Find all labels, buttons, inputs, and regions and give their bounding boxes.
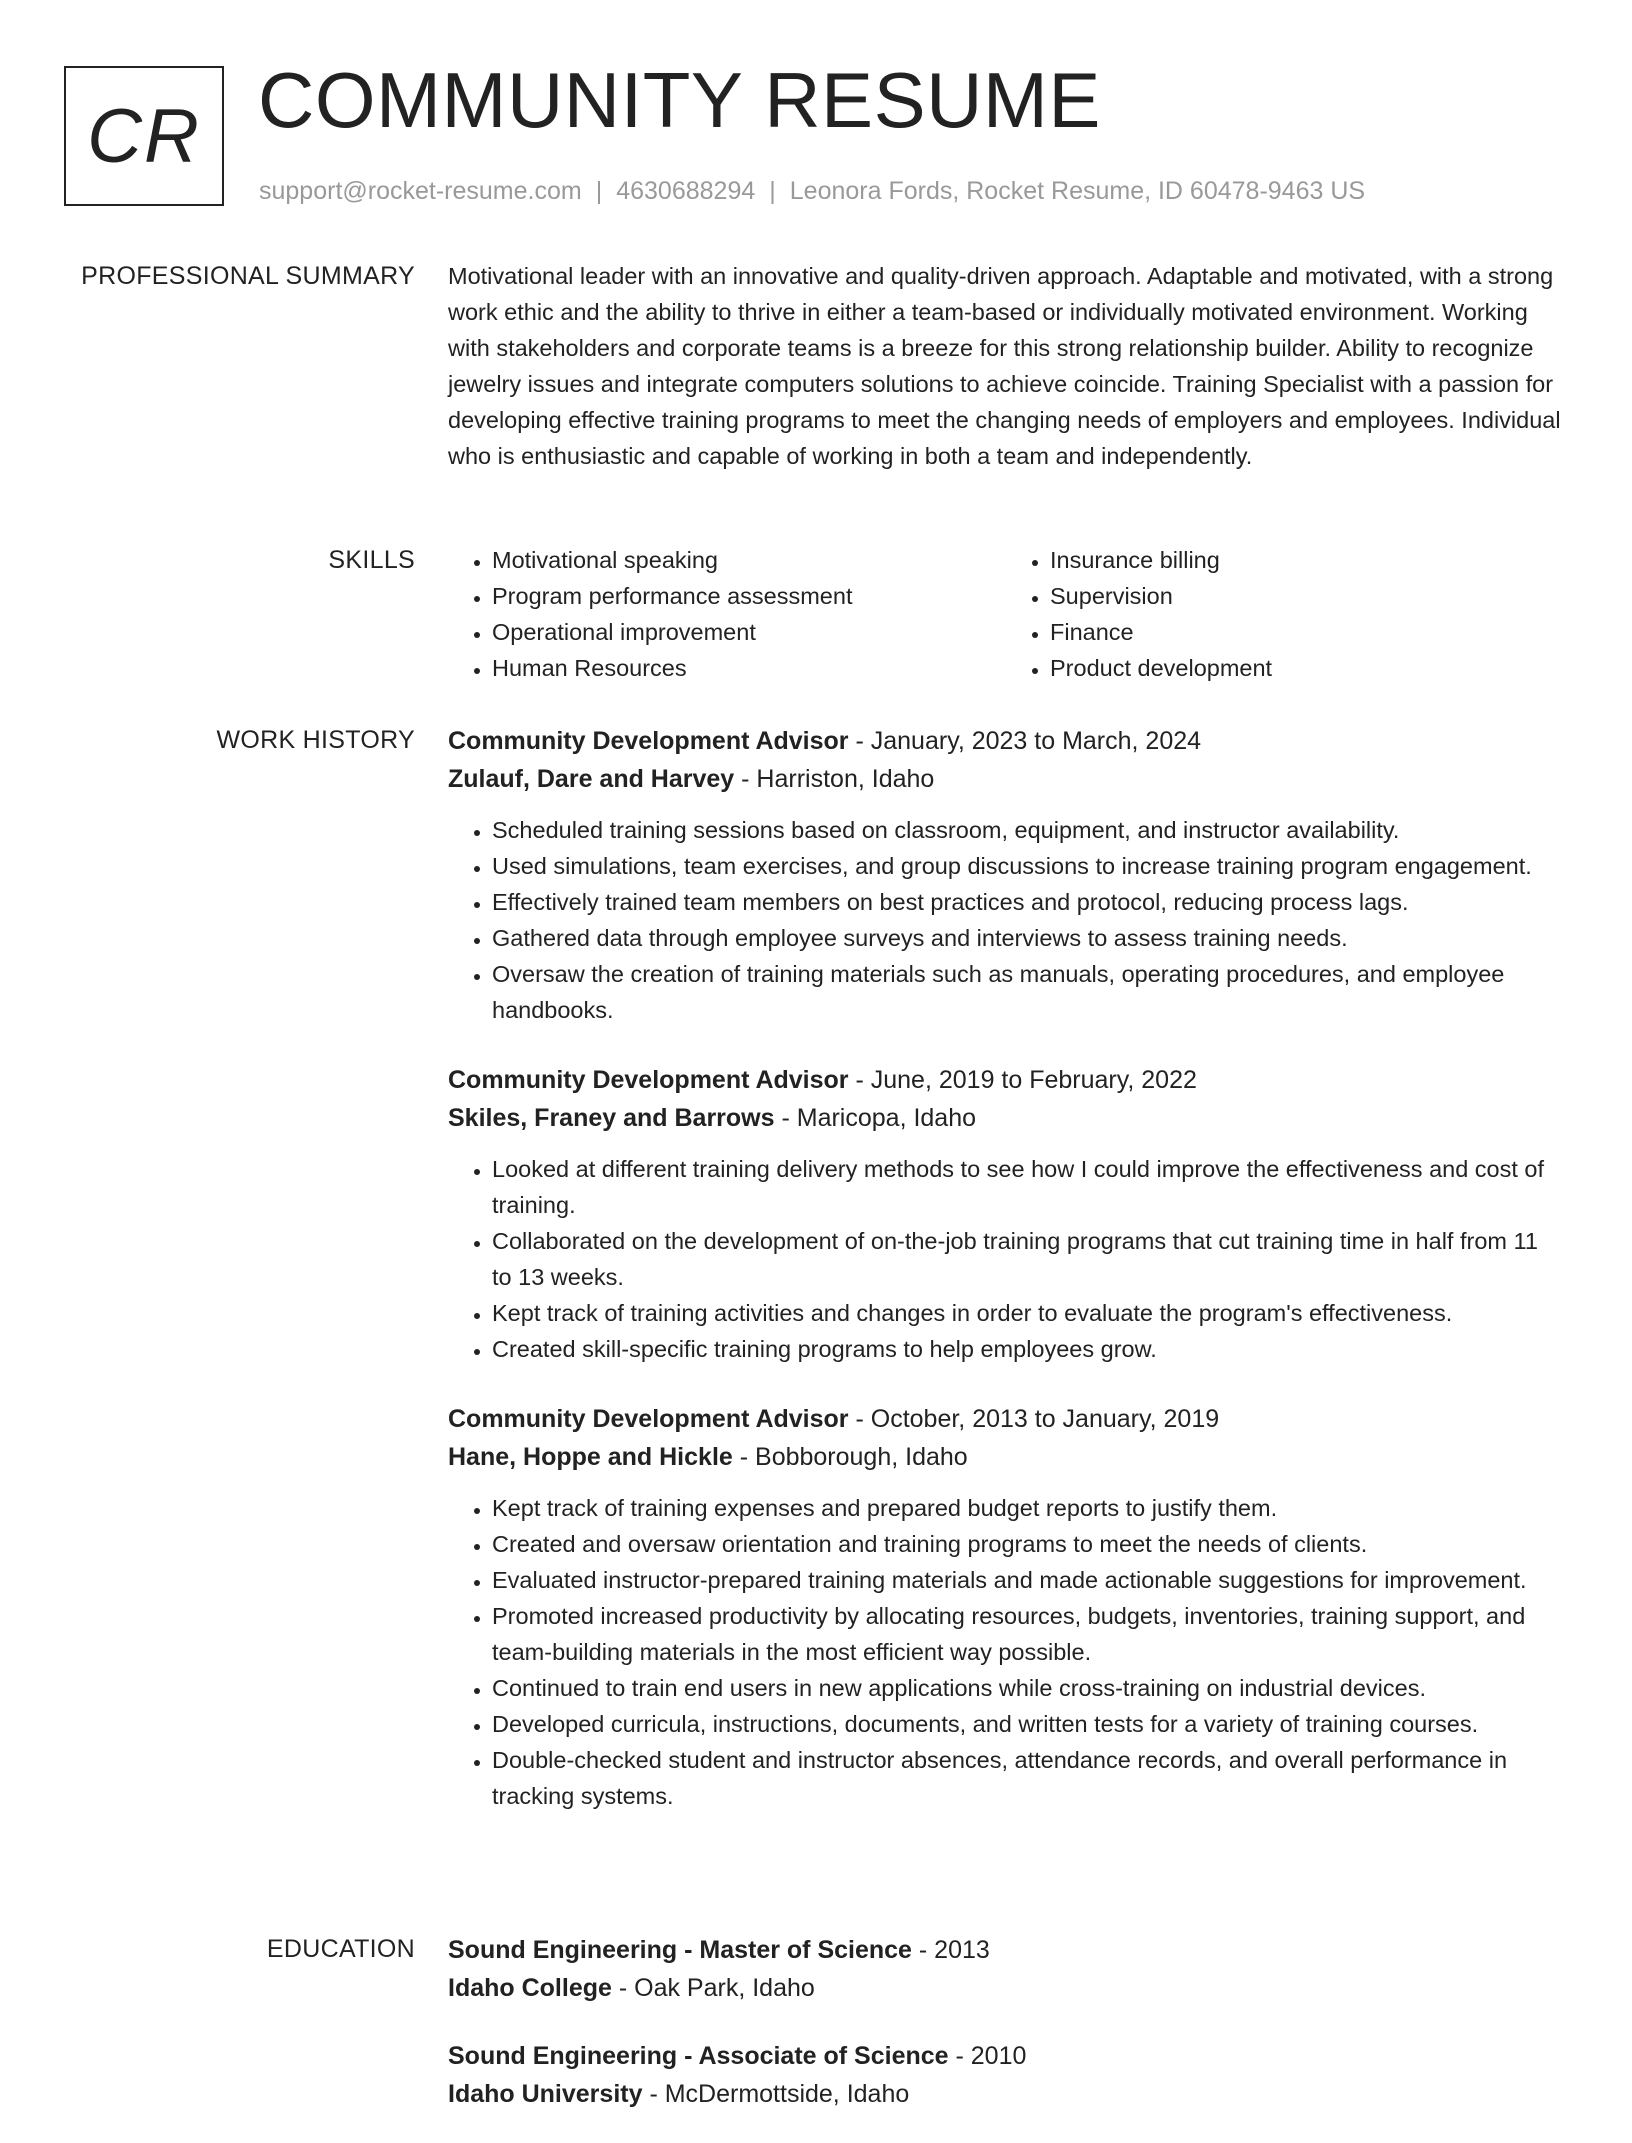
section-label-summary: PROFESSIONAL SUMMARY bbox=[81, 262, 415, 290]
education-degree-line bbox=[448, 2037, 1564, 2075]
job-bullet: • Gathered data through employee surveys and interviews to assess training needs. bbox=[492, 920, 1564, 956]
job-bullet: • Created and oversaw orientation and training programs to meet the needs of clients. bbox=[492, 1526, 1564, 1562]
section-label-work-history: WORK HISTORY bbox=[216, 726, 415, 754]
job-entry bbox=[448, 1400, 1564, 1814]
job-title: Community Development Advisor bbox=[448, 1405, 849, 1433]
job-bullets bbox=[448, 1490, 1564, 1814]
skill-item: • Program performance assessment bbox=[492, 578, 1006, 614]
education-body bbox=[448, 1931, 1564, 2143]
job-bullets bbox=[448, 812, 1564, 1028]
resume-name: COMMUNITY RESUME bbox=[258, 56, 1101, 144]
education-degree-line bbox=[448, 1931, 1564, 1969]
education-school: Idaho University bbox=[448, 2080, 643, 2108]
contact-line bbox=[259, 174, 1365, 208]
job-company-line bbox=[448, 1438, 1564, 1476]
job-company: Skiles, Franey and Barrows bbox=[448, 1104, 775, 1132]
job-bullet: • Oversaw the creation of training materials such as manuals, operating procedures, and employee handbooks. bbox=[492, 956, 1564, 1028]
education-year: - 2010 bbox=[948, 2042, 1027, 2070]
education-entry bbox=[448, 1931, 1564, 2007]
job-bullet: • Double-checked student and instructor absences, attendance records, and overall performance in tracking systems. bbox=[492, 1742, 1564, 1814]
job-bullet: • Continued to train end users in new applications while cross-training on industrial devices. bbox=[492, 1670, 1564, 1706]
job-bullet: • Developed curricula, instructions, documents, and written tests for a variety of training courses. bbox=[492, 1706, 1564, 1742]
skill-item: • Supervision bbox=[1050, 578, 1564, 614]
monogram-initials: CR bbox=[87, 93, 201, 179]
education-location: - McDermottside, Idaho bbox=[642, 2080, 910, 2108]
job-bullet: • Scheduled training sessions based on classroom, equipment, and instructor availability. bbox=[492, 812, 1564, 848]
job-bullet: • Kept track of training expenses and prepared budget reports to justify them. bbox=[492, 1490, 1564, 1526]
job-dates: - January, 2023 to March, 2024 bbox=[848, 727, 1202, 755]
education-year: - 2013 bbox=[911, 1936, 990, 1964]
skill-item: • Operational improvement bbox=[492, 614, 1006, 650]
education-entry bbox=[448, 2037, 1564, 2113]
job-bullet: • Looked at different training delivery methods to see how I could improve the effectiveness and cost of training. bbox=[492, 1151, 1564, 1223]
job-title-line bbox=[448, 1400, 1564, 1438]
skills-list-right bbox=[1006, 542, 1564, 686]
job-bullet: • Collaborated on the development of on-the-job training programs that cut training time in half from 11 to 13 weeks. bbox=[492, 1223, 1564, 1295]
skills-list-left bbox=[448, 542, 1006, 686]
job-title: Community Development Advisor bbox=[448, 727, 849, 755]
education-school-line bbox=[448, 1969, 1564, 2007]
job-bullet: • Created skill-specific training programs to help employees grow. bbox=[492, 1331, 1564, 1367]
education-degree: Sound Engineering - Master of Science bbox=[448, 1936, 912, 1964]
job-company: Hane, Hoppe and Hickle bbox=[448, 1443, 733, 1471]
job-dates: - October, 2013 to January, 2019 bbox=[848, 1405, 1220, 1433]
contact-address: Leonora Fords, Rocket Resume, ID 60478-9463 US bbox=[789, 177, 1366, 205]
skill-item: • Human Resources bbox=[492, 650, 1006, 686]
monogram-badge bbox=[64, 66, 224, 206]
job-bullet: • Used simulations, team exercises, and group discussions to increase training program engagement. bbox=[492, 848, 1564, 884]
skill-item: • Product development bbox=[1050, 650, 1564, 686]
education-school: Idaho College bbox=[448, 1974, 612, 2002]
job-bullet: • Kept track of training activities and changes in order to evaluate the program's effectiveness. bbox=[492, 1295, 1564, 1331]
job-title: Community Development Advisor bbox=[448, 1066, 849, 1094]
job-company-line bbox=[448, 1099, 1564, 1137]
education-degree: Sound Engineering - Associate of Science bbox=[448, 2042, 949, 2070]
job-company: Zulauf, Dare and Harvey bbox=[448, 765, 735, 793]
contact-email: support@rocket-resume.com bbox=[259, 177, 582, 205]
summary-body bbox=[448, 258, 1564, 474]
section-label-skills: SKILLS bbox=[328, 546, 415, 574]
job-title-line bbox=[448, 722, 1564, 760]
job-company-line bbox=[448, 760, 1564, 798]
contact-separator: | bbox=[595, 177, 603, 205]
work-history-body bbox=[448, 722, 1564, 1847]
job-dates: - June, 2019 to February, 2022 bbox=[848, 1066, 1197, 1094]
skill-item: • Finance bbox=[1050, 614, 1564, 650]
job-title-line bbox=[448, 1061, 1564, 1099]
summary-text: Motivational leader with an innovative and quality-driven approach. Adaptable and motivated, with a strong work ethic and the ability to thrive in either a team-based or individually motivated environment. Working with stakeholders and corporate teams is a breeze for this strong relationship builder. Ability to recognize jewelry issues and integrate computers solutions to achieve coincide. Training Specialist with a passion for developing effective training programs to meet the changing needs of employers and employees. Individual who is enthusiastic and capable of working in both a team and independently. bbox=[448, 263, 1561, 469]
skill-item: • Motivational speaking bbox=[492, 542, 1006, 578]
contact-separator: | bbox=[769, 177, 776, 205]
contact-phone: 4630688294 bbox=[616, 177, 756, 205]
education-location: - Oak Park, Idaho bbox=[611, 1974, 815, 2002]
job-location: - Bobborough, Idaho bbox=[732, 1443, 968, 1471]
job-entry bbox=[448, 1061, 1564, 1367]
skills-body bbox=[448, 542, 1564, 686]
job-location: - Maricopa, Idaho bbox=[774, 1104, 977, 1132]
job-bullet: • Evaluated instructor-prepared training materials and made actionable suggestions for improvement. bbox=[492, 1562, 1564, 1598]
job-bullets bbox=[448, 1151, 1564, 1367]
job-bullet: • Effectively trained team members on best practices and protocol, reducing process lags. bbox=[492, 884, 1564, 920]
job-entry bbox=[448, 722, 1564, 1028]
job-location: - Harriston, Idaho bbox=[734, 765, 935, 793]
education-school-line bbox=[448, 2075, 1564, 2113]
section-label-education: EDUCATION bbox=[266, 1935, 415, 1963]
job-bullet: • Promoted increased productivity by allocating resources, budgets, inventories, training support, and team-building materials in the most efficient way possible. bbox=[492, 1598, 1564, 1670]
skill-item: • Insurance billing bbox=[1050, 542, 1564, 578]
